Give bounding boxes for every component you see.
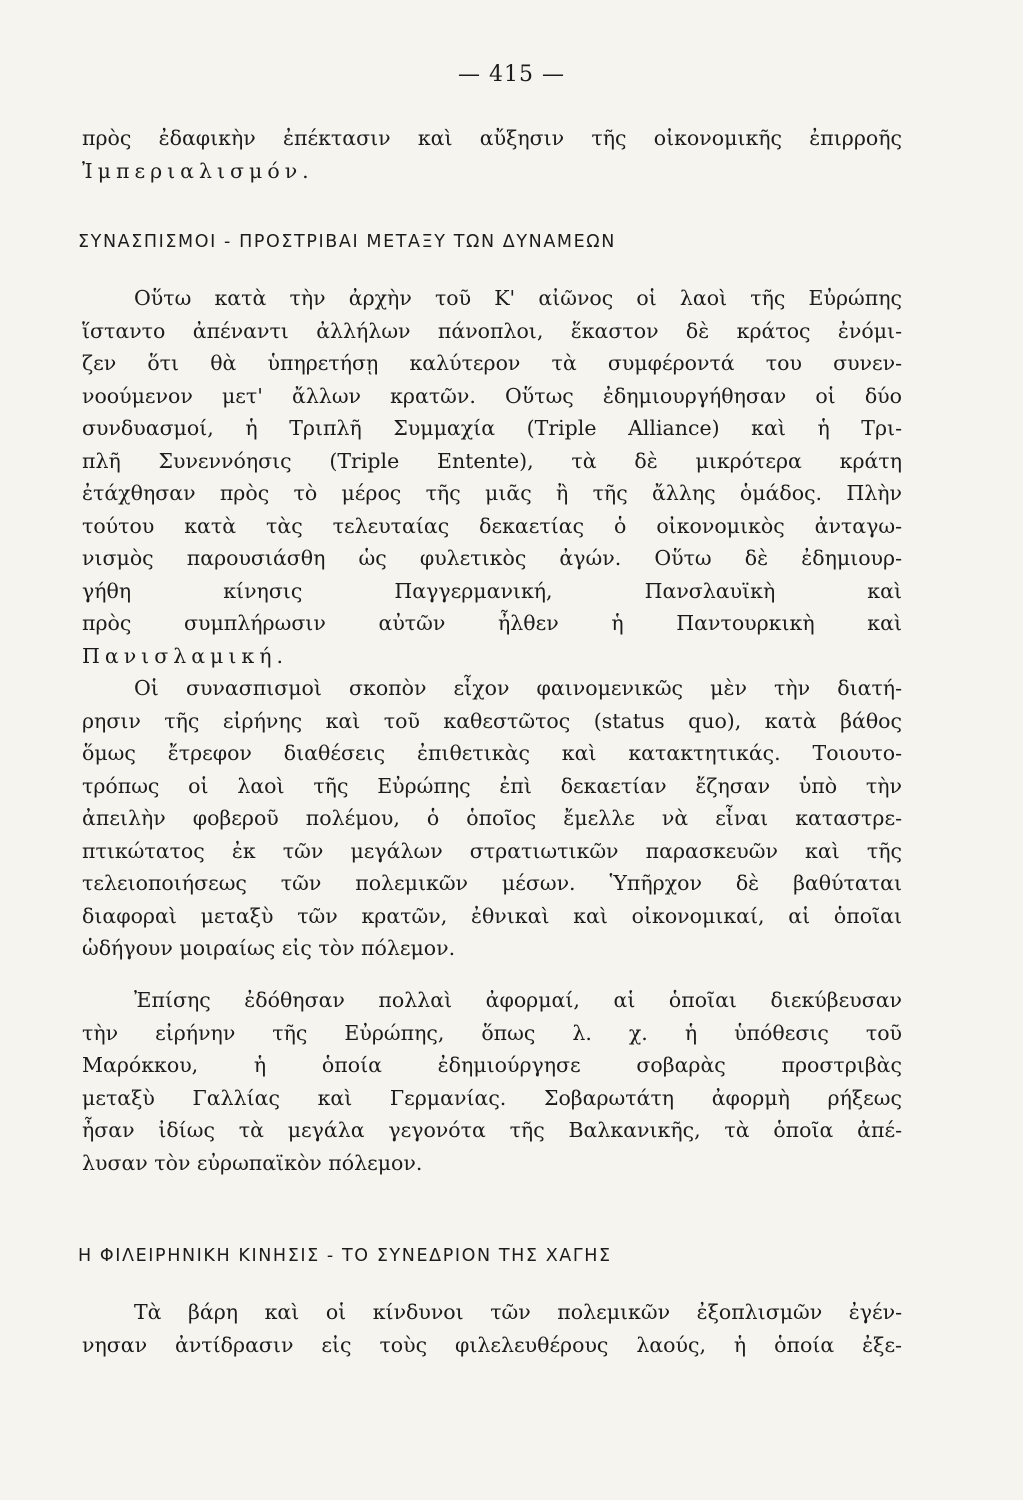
paragraph bbox=[82, 1296, 902, 1361]
text-line: ἦσαν ἰδίως τὰ μεγάλα γεγονότα τῆς Βαλκανικῆς, τὰ ὁποῖα ἀπέ- bbox=[82, 1118, 902, 1142]
text-line: ὡδήγουν μοιραίως εἰς τὸν πόλεμον. bbox=[82, 936, 456, 960]
text-line: τὴν εἰρήνην τῆς Εὐρώπης, ὅπως λ. χ. ἡ ὑπόθεσις τοῦ bbox=[82, 1020, 902, 1045]
paragraph bbox=[82, 984, 902, 1179]
text-line: Πανισλαμική. bbox=[82, 643, 289, 668]
text-line: ἵσταντο ἀπέναντι ἀλλήλων πάνοπλοι, ἕκαστον δὲ κράτος ἐνόμι- bbox=[82, 318, 902, 343]
text-line: τελειοποιήσεως τῶν πολεμικῶν μέσων. Ὑπῆρχον δὲ βαθύταται bbox=[82, 871, 902, 895]
section-heading: ΣΥΝΑΣΠΙΣΜΟΙ - ΠΡΟΣΤΡΙΒΑΙ ΜΕΤΑΞΥ ΤΩΝ ΔΥΝΑΜΕΩΝ bbox=[78, 232, 616, 252]
text-line: λυσαν τὸν εὐρωπαϊκὸν πόλεμον. bbox=[82, 1150, 423, 1175]
text-line: Οἱ συνασπισμοὶ σκοπὸν εἶχον φαινομενικῶς μὲν τὴν διατή- bbox=[134, 676, 902, 700]
page-number: — 415 — bbox=[458, 62, 565, 87]
text-line: ἐτάχθησαν πρὸς τὸ μέρος τῆς μιᾶς ἢ τῆς ἄλλης ὁμάδος. Πλὴν bbox=[82, 481, 902, 505]
text-line: γήθη κίνησις Παγγερμανική, Πανσλαυϊκὴ καὶ bbox=[82, 578, 902, 603]
text-line: τούτου κατὰ τὰς τελευταίας δεκαετίας ὁ οἰκονομικὸς ἀνταγω- bbox=[82, 513, 902, 538]
text-line: Τὰ βάρη καὶ οἱ κίνδυνοι τῶν πολεμικῶν ἐξοπλισμῶν ἐγέν- bbox=[134, 1300, 902, 1324]
text-line: πρὸς συμπλήρωσιν αὐτῶν ἦλθεν ἡ Παντουρκικὴ καὶ bbox=[82, 611, 902, 635]
text-line: πτικώτατος ἐκ τῶν μεγάλων στρατιωτικῶν παρασκευῶν καὶ τῆς bbox=[82, 838, 902, 863]
text-line: Οὕτω κατὰ τὴν ἀρχὴν τοῦ Κ' αἰῶνος οἱ λαοὶ τῆς Εὐρώπης bbox=[134, 286, 902, 310]
text-line: συνδυασμοί, ἡ Τριπλῆ Συμμαχία (Triple Alliance) καὶ ἡ Τρι- bbox=[82, 416, 902, 440]
text-line: ζεν ὅτι θὰ ὑπηρετήσῃ καλύτερον τὰ συμφέροντά του συνεν- bbox=[82, 351, 902, 375]
text-line: νοούμενον μετ' ἄλλων κρατῶν. Οὕτως ἐδημιουργήθησαν οἱ δύο bbox=[82, 383, 902, 408]
text-line: Ἐπίσης ἐδόθησαν πολλαὶ ἀφορμαί, αἱ ὁποῖαι διεκύβευσαν bbox=[134, 988, 902, 1012]
text-line: ὅμως ἔτρεφον διαθέσεις ἐπιθετικὰς καὶ κατακτητικάς. Τοιουτο- bbox=[82, 741, 902, 765]
paragraph bbox=[82, 282, 902, 672]
paragraph bbox=[82, 672, 902, 965]
text-line: νισμὸς παρουσιάσθη ὡς φυλετικὸς ἀγών. Οὕτω δὲ ἐδημιουρ- bbox=[82, 546, 902, 570]
text-line: μεταξὺ Γαλλίας καὶ Γερμανίας. Σοβαρωτάτη ἀφορμὴ ρήξεως bbox=[82, 1085, 902, 1110]
text-line: ἀπειλὴν φοβεροῦ πολέμου, ὁ ὁποῖος ἔμελλε νὰ εἶναι καταστρε- bbox=[82, 806, 902, 830]
text-line: νησαν ἀντίδρασιν εἰς τοὺς φιλελευθέρους λαούς, ἡ ὁποία ἐξε- bbox=[82, 1332, 902, 1357]
text-line: Μαρόκκου, ἡ ὁποία ἐδημιούργησε σοβαρὰς προστριβὰς bbox=[82, 1053, 902, 1077]
section-heading: Η ΦΙΛΕΙΡΗΝΙΚΗ ΚΙΝΗΣΙΣ - ΤΟ ΣΥΝΕΔΡΙΟΝ ΤΗΣ ΧΑΓΗΣ bbox=[78, 1246, 612, 1266]
text-line: τρόπως οἱ λαοὶ τῆς Εὐρώπης ἐπὶ δεκαετίαν ἔζησαν ὑπὸ τὴν bbox=[82, 773, 902, 798]
text-line: πρὸς ἐδαφικὴν ἐπέκτασιν καὶ αὔξησιν τῆς οἰκονομικῆς ἐπιρροῆς bbox=[82, 126, 902, 150]
intro-paragraph bbox=[82, 122, 902, 187]
text-line: διαφοραὶ μεταξὺ τῶν κρατῶν, ἐθνικαὶ καὶ οἰκονομικαί, αἱ ὁποῖαι bbox=[82, 903, 902, 928]
text-line: πλῆ Συνεννόησις (Triple Entente), τὰ δὲ μικρότερα κράτη bbox=[82, 448, 902, 473]
text-line: Ἰμπεριαλισμόν. bbox=[82, 158, 314, 183]
text-line: ρησιν τῆς εἰρήνης καὶ τοῦ καθεστῶτος (status quo), κατὰ βάθος bbox=[82, 708, 902, 733]
